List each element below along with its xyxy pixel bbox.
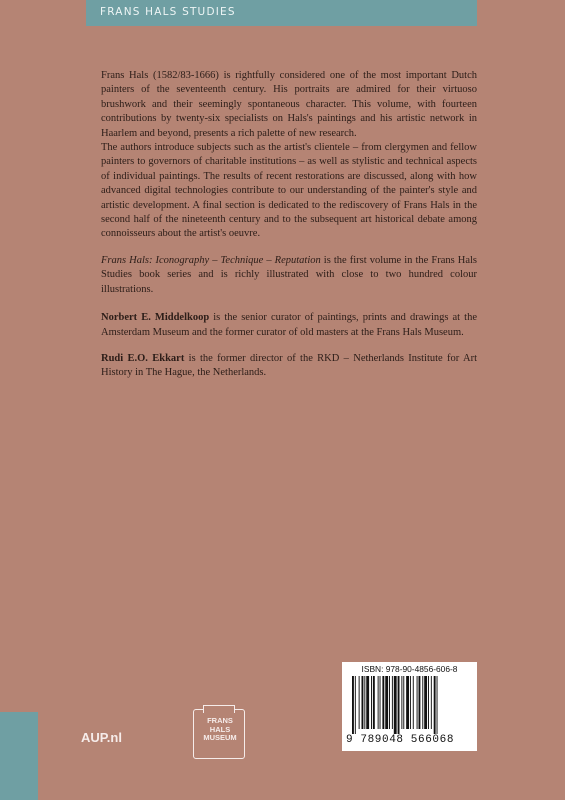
author2-bio [101, 352, 477, 381]
barcode-icon [352, 676, 470, 734]
frans-hals-museum-logo [193, 709, 245, 759]
book-title: Frans Hals: Iconography – Technique – Reputation [101, 254, 321, 266]
authors-paragraph: The authors introduce subjects such as the artist's clientele – from clergymen and fellow painters to governors of charitable institutions – as well as stylistic and technical aspects of individual paintings. The results of recent restorations are discussed, along with how advanced digital technologies contribute to our understanding of the painter's style and artistic development. A final section is dedicated to the rediscovery of Frans Hals in the second half of the nineteenth century and to the subsequent art historical debate among connoisseurs about the artist's oeuvre. [101, 142, 477, 240]
intro-paragraph: Frans Hals (1582/83-1666) is rightfully considered one of the most important Dutch painters of the seventeenth century. His portraits are admired for their virtuoso brushwork and their seemingly spontaneous character. This volume, with fourteen contributions by twenty-six specialists on Hals's paintings and his artistic network in Haarlem and beyond, presents a rich palette of new research. [101, 70, 477, 139]
isbn-label: ISBN: 978-90-4856-606-8 [361, 664, 458, 674]
series-title: FRANS HALS STUDIES [100, 6, 236, 18]
author2-description: is the former director of the RKD – Netherlands Institute for Art History in The Hague, the Netherlands. [101, 352, 477, 379]
back-cover-text [101, 69, 477, 381]
series-header-bar [86, 0, 477, 26]
barcode-digits: 9 789048 566068 [346, 734, 455, 746]
publisher-logo: AUP.nl [81, 730, 122, 745]
author1-bio [101, 311, 477, 340]
logo-tab-shape [203, 705, 235, 713]
author1-name: Norbert E. Middelkoop [101, 312, 210, 324]
volume-paragraph [101, 254, 477, 297]
author1-description: is the senior curator of paintings, prints and drawings at the Amsterdam Museum and the former curator of old masters at the Frans Hals Museum. [101, 312, 477, 338]
corner-accent-block [0, 712, 38, 800]
museum-logo-text: FRANS HALS MUSEUM [203, 716, 237, 743]
volume-description: is the first volume in the Frans Hals Studies book series and is richly illustrated with close to two hundred colour illustrations. [101, 254, 477, 295]
author2-name: Rudi E.O. Ekkart [101, 352, 185, 364]
barcode-panel [342, 662, 477, 751]
